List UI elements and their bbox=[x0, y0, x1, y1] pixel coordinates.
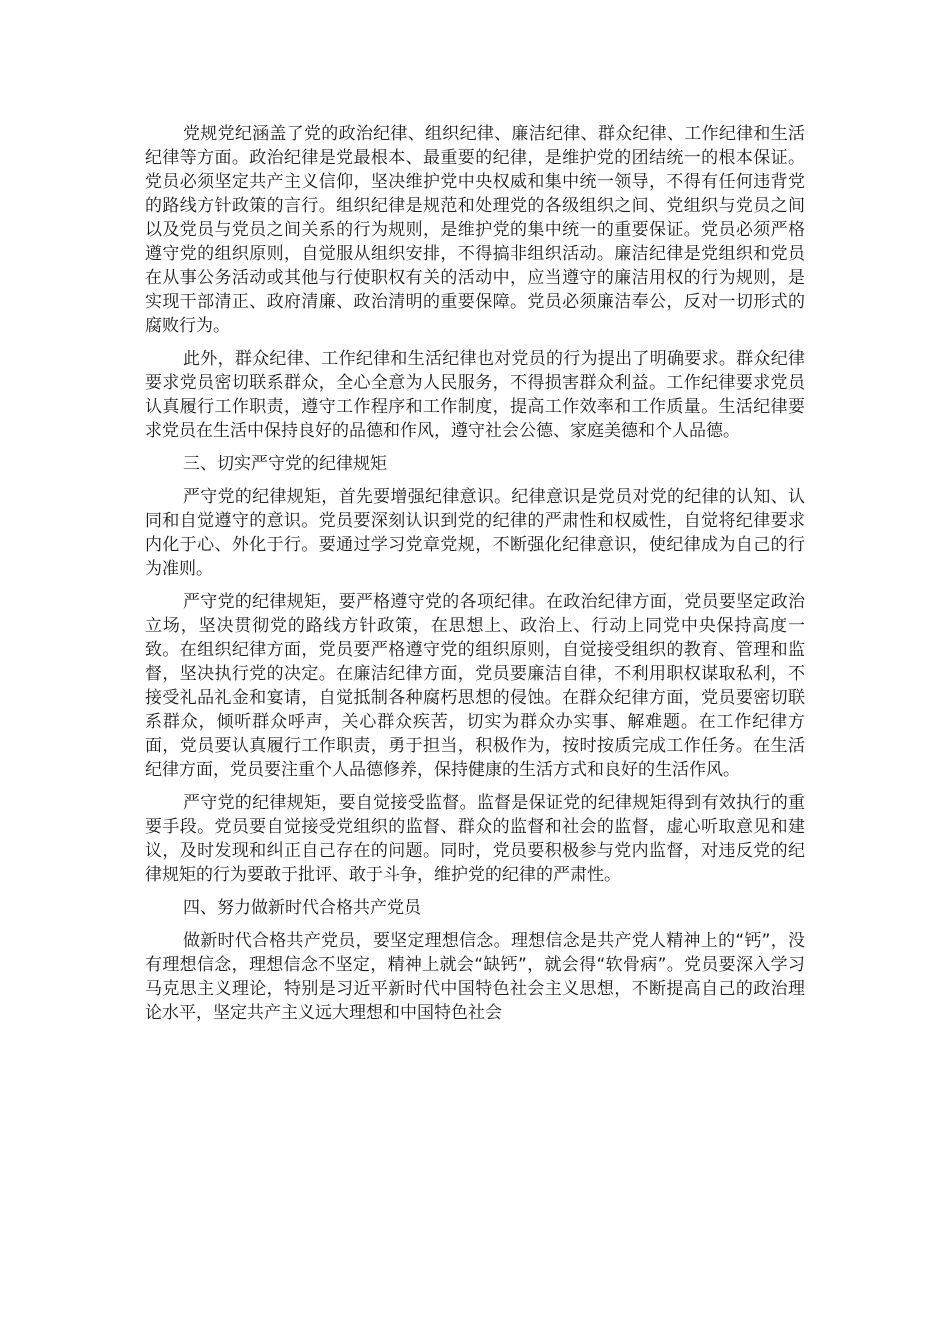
paragraph-other-disciplines: 此外，群众纪律、工作纪律和生活纪律也对党员的行为提出了明确要求。群众纪律要求党员密切联系群众，全心全意为人民服务，不得损害群众利益。工作纪律要求党员认真履行工作职责，遵守工作程序和工作制度，提高工作效率和工作质量。生活纪律要求党员在生活中保持良好的品德和作风，遵守社会公德、家庭美德和个人品德。 bbox=[145, 349, 805, 441]
paragraph-ideals-beliefs: 做新时代合格共产党员，要坚定理想信念。理想信念是共产党人精神上的“钙”，没有理想信念，理想信念不坚定，精神上就会“缺钙”，就会得“软骨病”。党员要深入学习马克思主义理论，特别是习近平新时代中国特色社会主义思想，不断提高自己的政治理论水平，坚定共产主义远大理想和中国特色社会 bbox=[145, 931, 805, 1023]
paragraph-party-discipline-overview: 党规党纪涵盖了党的政治纪律、组织纪律、廉洁纪律、群众纪律、工作纪律和生活纪律等方面。政治纪律是党最根本、最重要的纪律，是维护党的团结统一的根本保证。党员必须坚定共产主义信仰，坚决维护党中央权威和集中统一领导，不得有任何违背党的路线方针政策的言行。组织纪律是规范和处理党的各级组织之间、党组织与党员之间以及党员与党员之间关系的行为规则，是维护党的集中统一的重要保证。党员必须严格遵守党的组织原则，自觉服从组织安排，不得搞非组织活动。廉洁纪律是党组织和党员在从事公务活动或其他与行使职权有关的活动中，应当遵守的廉洁用权的行为规则，是实现干部清正、政府清廉、政治清明的重要保障。党员必须廉洁奉公，反对一切形式的腐败行为。 bbox=[145, 124, 805, 336]
section-heading-3: 三、切实严守党的纪律规矩 bbox=[183, 454, 387, 474]
paragraph-discipline-awareness: 严守党的纪律规矩，首先要增强纪律意识。纪律意识是党员对党的纪律的认知、认同和自觉遵守的意识。党员要深刻认识到党的纪律的严肃性和权威性，自觉将纪律要求内化于心、外化于行。要通过学习党章党规，不断强化纪律意识，使纪律成为自己的行为准则。 bbox=[145, 487, 805, 579]
section-heading-4: 四、努力做新时代合格共产党员 bbox=[183, 898, 421, 918]
paragraph-accept-supervision: 严守党的纪律规矩，要自觉接受监督。监督是保证党的纪律规矩得到有效执行的重要手段。党员要自觉接受党组织的监督、群众的监督和社会的监督，虚心听取意见和建议，及时发现和纠正自己存在的问题。同时，党员要积极参与党内监督，对违反党的纪律规矩的行为要敢于批评、敢于斗争，维护党的纪律的严肃性。 bbox=[145, 793, 805, 885]
document-page bbox=[145, 122, 805, 1034]
paragraph-observe-disciplines: 严守党的纪律规矩，要严格遵守党的各项纪律。在政治纪律方面，党员要坚定政治立场，坚决贯彻党的路线方针政策，在思想上、政治上、行动上同党中央保持高度一致。在组织纪律方面，党员要严格遵守党的组织原则，自觉接受组织的教育、管理和监督，坚决执行党的决定。在廉洁纪律方面，党员要廉洁自律，不利用职权谋取私利，不接受礼品礼金和宴请，自觉抵制各种腐朽思想的侵蚀。在群众纪律方面，党员要密切联系群众，倾听群众呼声，关心群众疾苦，切实为群众办实事、解难题。在工作纪律方面，党员要认真履行工作职责，勇于担当，积极作为，按时按质完成工作任务。在生活纪律方面，党员要注重个人品德修养，保持健康的生活方式和良好的生活作风。 bbox=[145, 592, 805, 780]
